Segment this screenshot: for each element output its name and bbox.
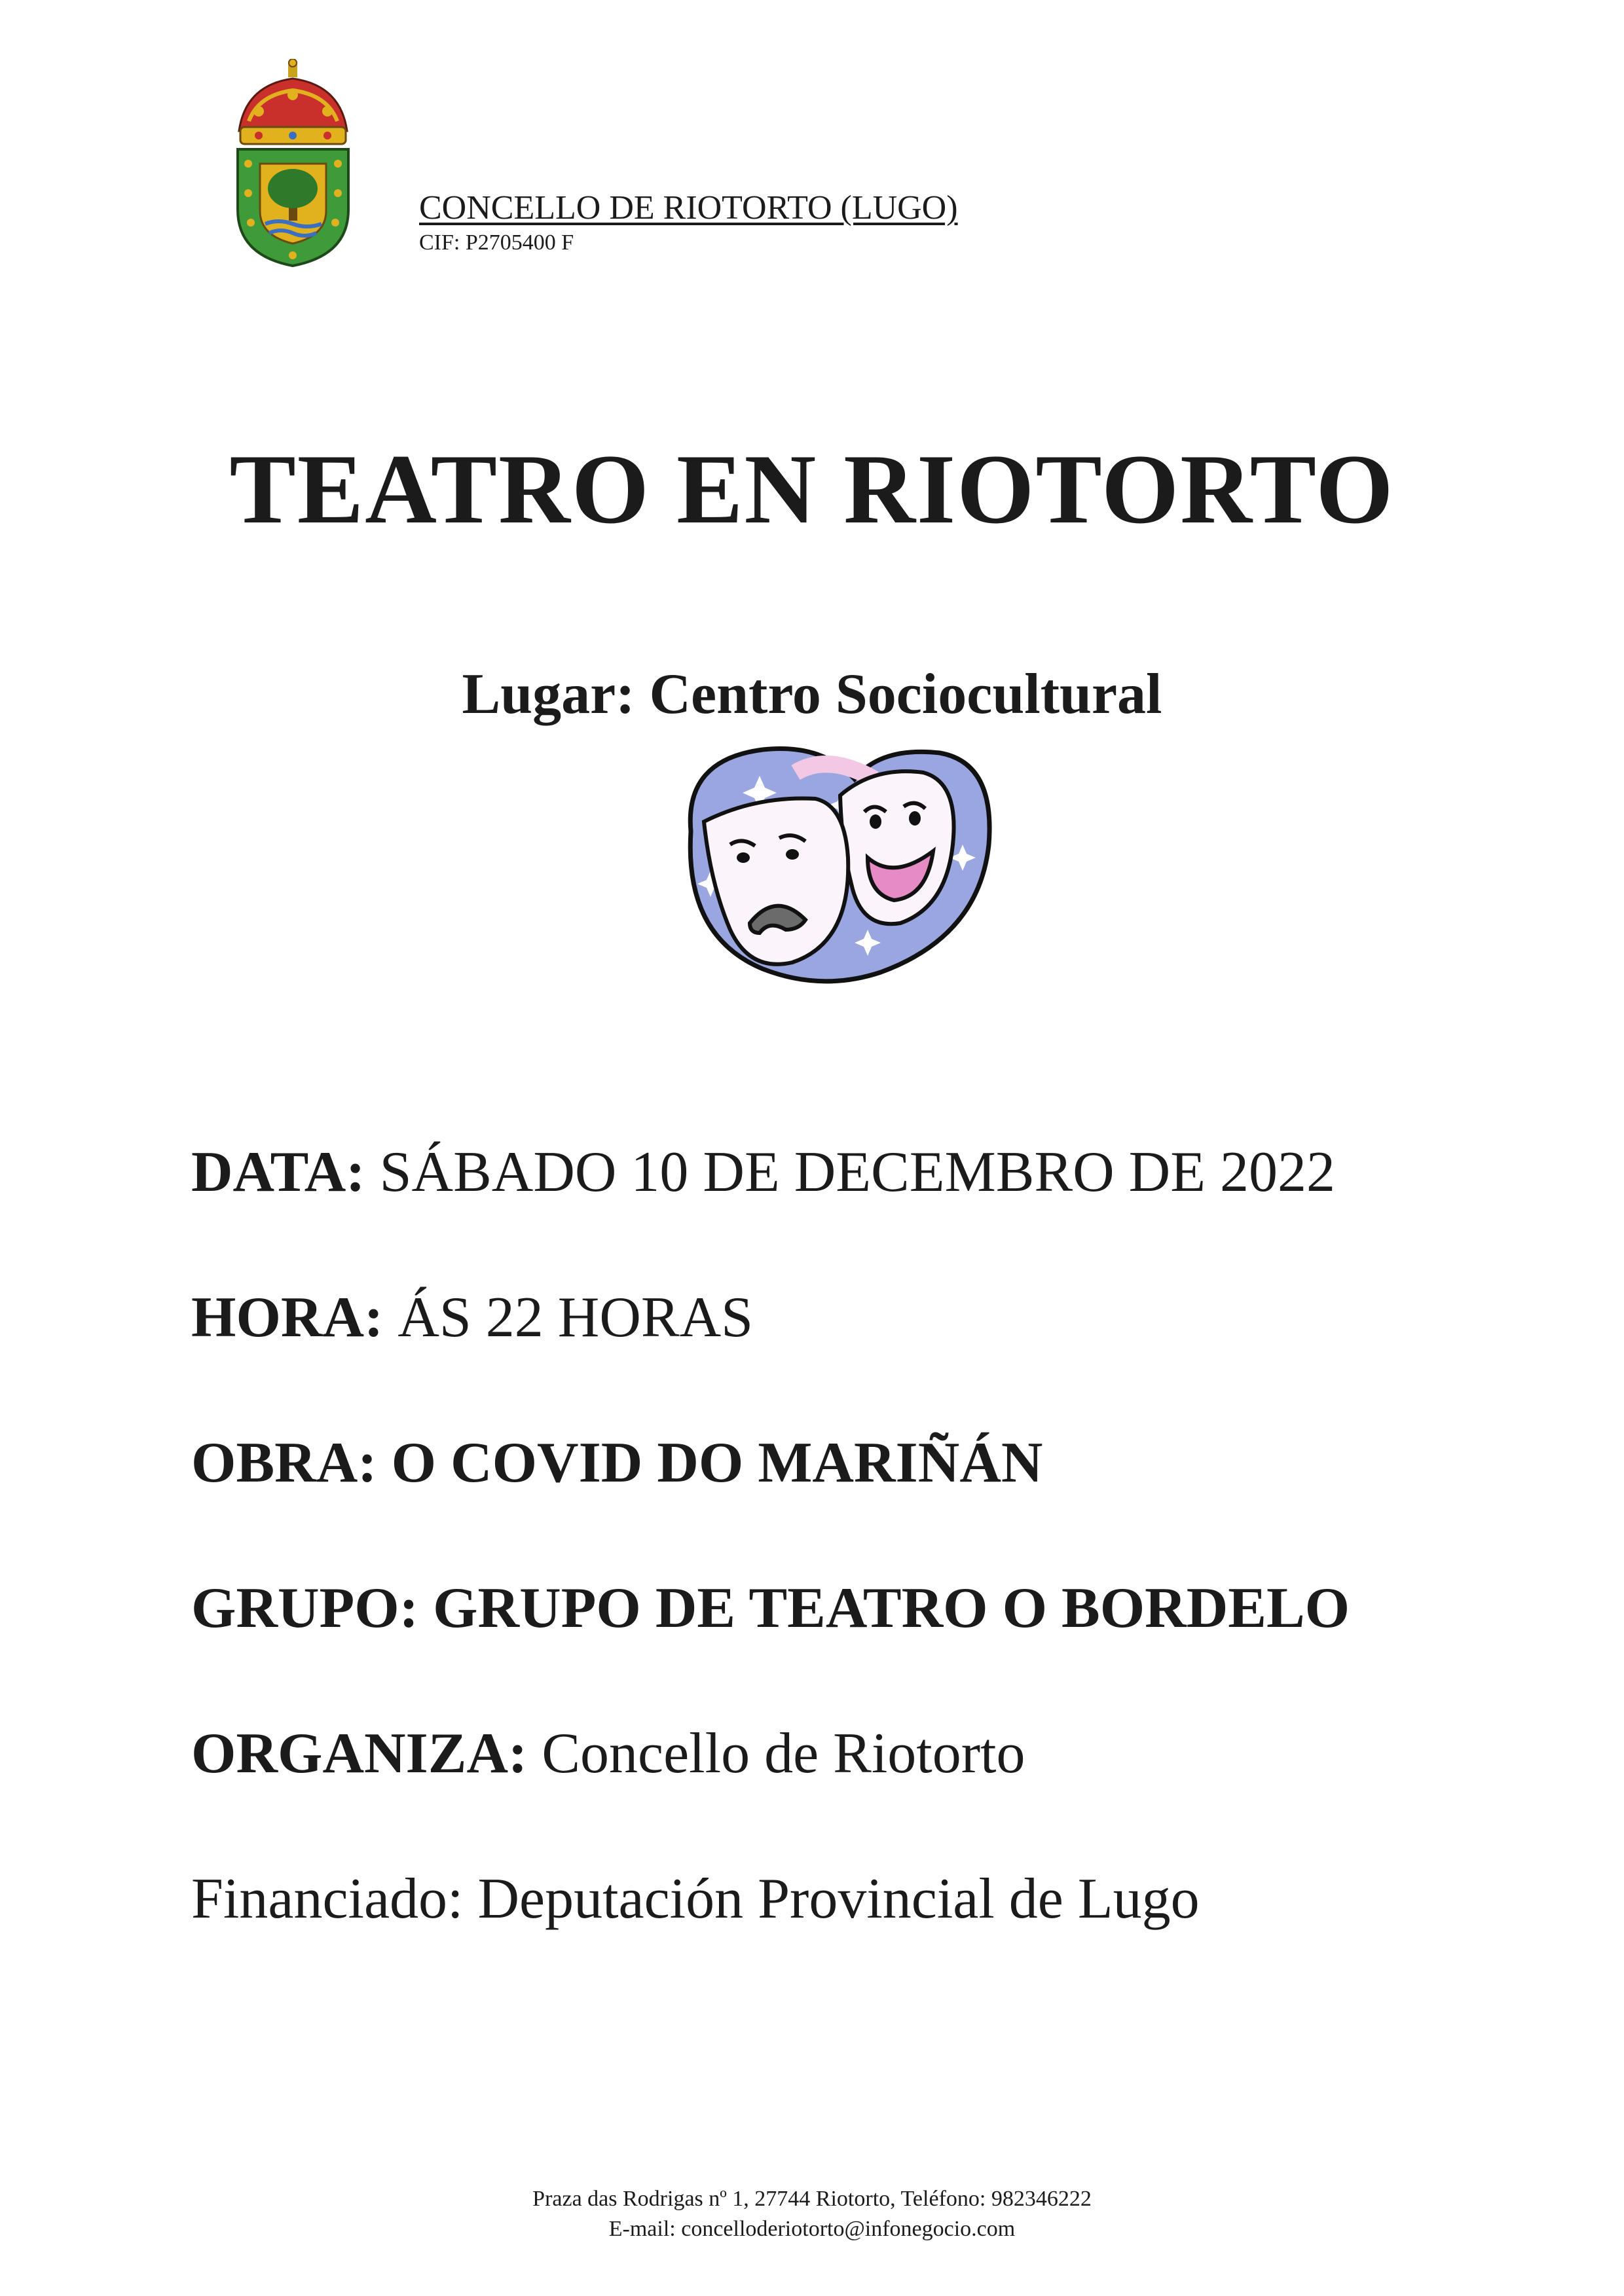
group-value: GRUPO DE TEATRO O BORDELO (433, 1576, 1350, 1640)
time-line (191, 1285, 753, 1351)
time-label: HORA: (191, 1286, 384, 1349)
theater-masks-icon (665, 733, 1002, 989)
time-value: ÁS 22 HORAS (397, 1286, 754, 1349)
footer-email: E-mail: concelloderiotorto@infonegocio.com (608, 2217, 1016, 2241)
page-title: TEATRO EN RIOTORTO (229, 434, 1395, 544)
date-value: SÁBADO 10 DE DECEMBRO DE 2022 (379, 1140, 1335, 1204)
play-label: OBRA: (191, 1431, 377, 1495)
group-line (191, 1575, 1350, 1641)
date-label: DATA: (191, 1140, 365, 1204)
footer-address: Praza das Rodrigas nº 1, 27744 Riotorto, Teléfono: 982346222 (532, 2187, 1092, 2211)
venue-line: Lugar: Centro Sociocultural (462, 663, 1162, 726)
organization-cif: CIF: P2705400 F (419, 230, 574, 255)
date-line (191, 1139, 1335, 1205)
play-line (191, 1430, 1043, 1496)
play-value: O COVID DO MARIÑÁN (391, 1431, 1043, 1495)
funding-line: Financiado: Deputación Provincial de Lugo (191, 1867, 1200, 1931)
organizer-line (191, 1721, 1025, 1787)
group-label: GRUPO: (191, 1576, 419, 1640)
organizer-value: Concello de Riotorto (542, 1722, 1025, 1785)
organizer-label: ORGANIZA: (191, 1722, 528, 1785)
coat-of-arms-icon (232, 59, 354, 268)
organization-name: CONCELLO DE RIOTORTO (LUGO) (419, 189, 958, 227)
